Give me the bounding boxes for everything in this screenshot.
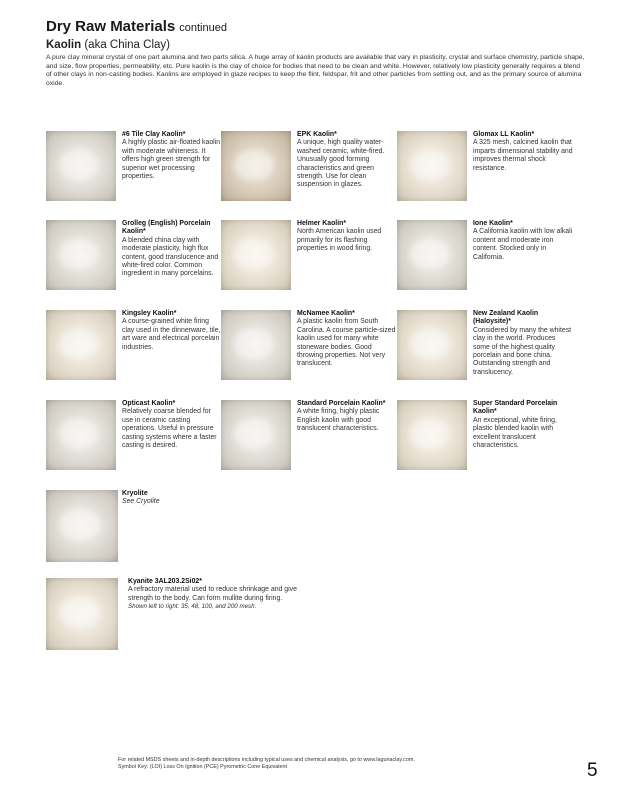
product-description: North American kaolin used primarily for its flashing properties in wood firing. xyxy=(297,228,382,253)
product-name: New Zealand Kaolin (Haloysite)* xyxy=(473,310,539,326)
product-text xyxy=(473,131,573,173)
product-swatch-image xyxy=(397,220,467,290)
product-note: Shown left to right: 35, 48, 100, and 200 mesh. xyxy=(128,603,257,611)
product-description: A refractory material used to reduce shrinkage and give strength to the body. Can form mullite during firing. xyxy=(128,586,297,602)
product-swatch-image xyxy=(46,578,118,650)
product-name: Standard Porcelain Kaolin* xyxy=(297,400,386,407)
product-name: McNamee Kaolin* xyxy=(297,310,355,317)
product-swatch-image xyxy=(46,131,116,201)
product-swatch-image xyxy=(46,400,116,470)
product-name: Super Standard Porcelain Kaolin* xyxy=(473,400,558,416)
section-title-text: Kaolin xyxy=(46,39,82,51)
product-text xyxy=(297,400,397,434)
section-subtitle: (aka China Clay) xyxy=(84,39,170,51)
product-description: Considered by many the whitest clay in the world. Produces some of the highest quality porcelain and bone china. Outstanding strength and translucency. xyxy=(473,326,572,376)
product-name: Grolleg (English) Porcelain Kaolin* xyxy=(122,220,211,236)
product-description: See Cryolite xyxy=(122,498,160,506)
product-swatch-image xyxy=(46,220,116,290)
product-name: Ione Kaolin* xyxy=(473,220,513,227)
product-swatch-image xyxy=(46,310,116,380)
product-name: Glomax LL Kaolin* xyxy=(473,131,535,138)
product-text xyxy=(122,400,222,450)
product-swatch-image xyxy=(397,131,467,201)
product-description: A California kaolin with low alkali content and moderate iron content. Stocked only in California. xyxy=(473,228,573,261)
intro-paragraph: A pure clay mineral crystal of one part alumina and two parts silica. A huge array of kaolin products are available that vary in plasticity, crystal and surface chemistry, particle shape, and size, flow properties, permeability, etc. Pure kaolin is the clay of choice for bodies that need to be clean and white. However, relatively low plasticity generally requires a blend of other clays in non-casting bodies. Kaolins are employed in glaze recipes to keep the flint, feldspar, frit and other particles from settling out, and as the primary source of alumina oxide. xyxy=(46,54,585,88)
product-text xyxy=(128,578,303,612)
product-swatch-image xyxy=(221,310,291,380)
product-description: A 325 mesh, calcined kaolin that imparts dimensional stability and improves thermal shock resistance. xyxy=(473,139,573,172)
product-swatch-image xyxy=(221,400,291,470)
product-name: Kyanite 3AL203.2Si02* xyxy=(128,578,202,585)
product-text xyxy=(473,310,573,377)
product-description: A blended china clay with moderate plasticity, high flux content, good translucence and white-fired color. Common ingredient in many porcelains. xyxy=(122,236,219,278)
product-name: Helmer Kaolin* xyxy=(297,220,347,227)
product-swatch-image xyxy=(397,400,467,470)
product-swatch-image xyxy=(221,220,291,290)
page-title-text: Dry Raw Materials xyxy=(46,18,176,35)
product-description: Relatively coarse blended for use in ceramic casting operations. Useful in pressure casting systems where a faster casting is desired. xyxy=(122,408,217,450)
product-text xyxy=(473,400,573,450)
product-description: A highly plastic air-floated kaolin with moderate whiteness. It offers high green strength for superior wet processing properties. xyxy=(122,139,221,181)
product-name: Kingsley Kaolin* xyxy=(122,310,177,317)
product-swatch-image xyxy=(221,131,291,201)
product-name: EPK Kaolin* xyxy=(297,131,337,138)
page-number: 5 xyxy=(587,760,598,781)
product-description: A course-grained white firing clay used in the dinnerware, tile, art ware and electrical porcelain industries. xyxy=(122,318,221,351)
product-name: Kryolite xyxy=(122,490,148,497)
product-text xyxy=(122,220,222,279)
product-text xyxy=(122,131,222,181)
product-name: Opticast Kaolin* xyxy=(122,400,176,407)
section-title xyxy=(46,39,170,51)
product-text xyxy=(122,310,222,352)
continued-label: continued xyxy=(179,22,227,34)
footer xyxy=(118,757,538,770)
product-description: An exceptional, white firing, plastic blended kaolin with excellent translucent characteristics. xyxy=(473,416,557,450)
product-swatch-image xyxy=(397,310,467,380)
product-text xyxy=(297,131,397,190)
product-text xyxy=(297,310,397,369)
product-swatch-image xyxy=(46,490,118,562)
product-text xyxy=(297,220,397,254)
product-text xyxy=(122,490,222,507)
footer-msds-note: For related MSDS sheets and in-depth descriptions including typical uses and chemical analysis, go to www.lagunaclay.com. xyxy=(118,757,415,763)
footer-symbol-key: Symbol Key: (LOI) Loss On Ignition (PCE) Pyrometric Cone Equivalent xyxy=(118,763,287,770)
product-description: A plastic kaolin from South Carolina. A course particle-sized kaolin used for many white stoneware bodies. Good throwing properties. Not very translucent. xyxy=(297,318,396,368)
page-title xyxy=(46,18,227,35)
product-description: A white firing, highly plastic English kaolin with good translucent characteristics. xyxy=(297,408,380,433)
product-name: #6 Tile Clay Kaolin* xyxy=(122,131,186,138)
product-description: A unique, high quality water-washed ceramic, white-fired. Unusually good forming characteristics and green strength. Use for clean suspension in glazes. xyxy=(297,139,385,189)
product-text xyxy=(473,220,573,262)
